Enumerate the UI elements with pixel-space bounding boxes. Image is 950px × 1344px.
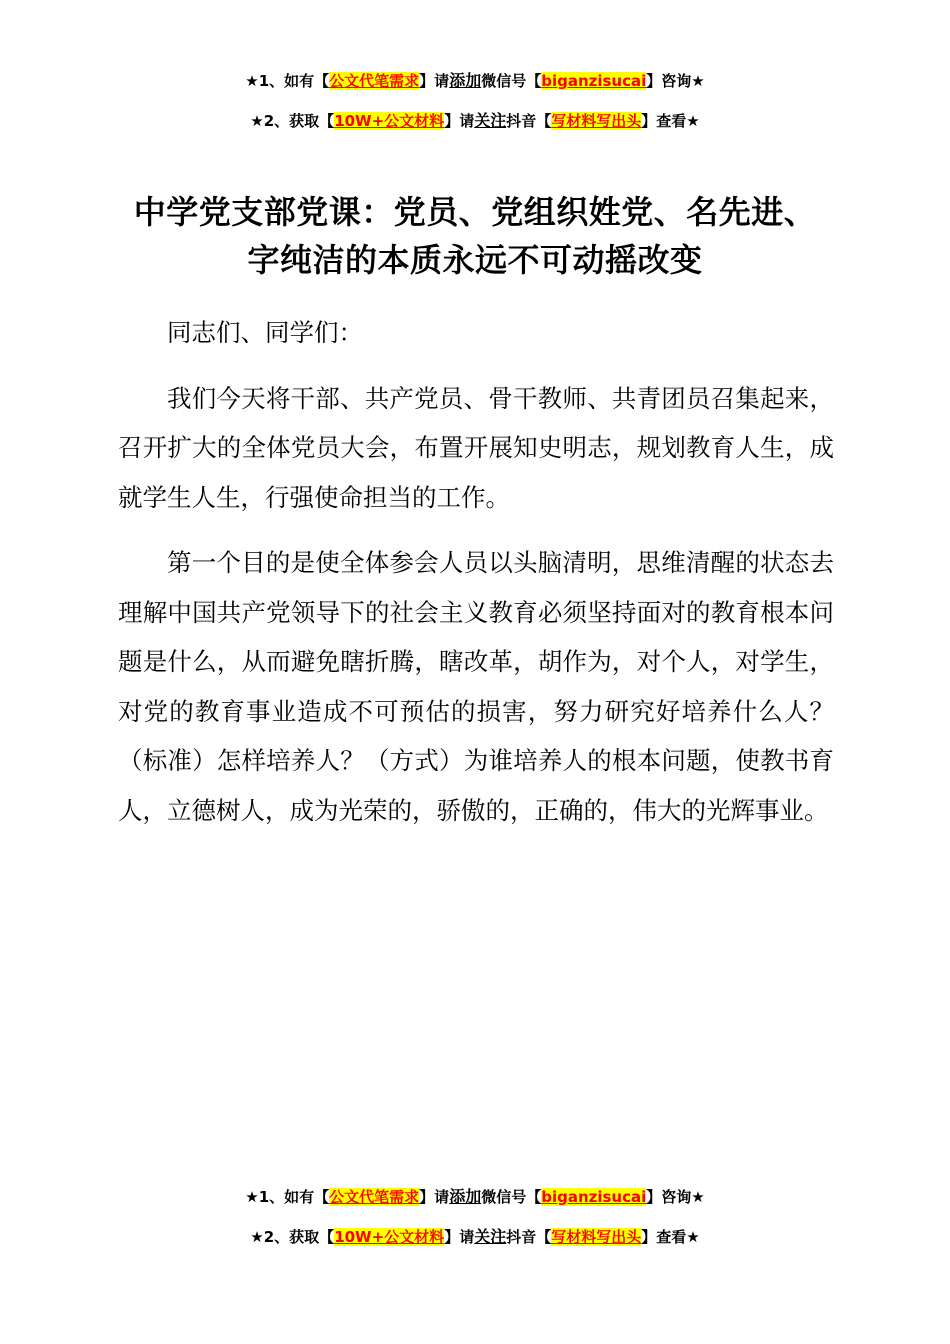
document-title [100,188,850,284]
header-promo-line-1 [0,70,950,92]
promo-text: 】查看★ [641,112,700,130]
title-line-2: 字纯洁的本质永远不可动摇改变 [247,241,703,279]
promo-text: 】请 [419,1188,450,1206]
promo-text: 】咨询★ [646,72,705,90]
promo-highlight: 公文代笔需求 [329,1188,420,1206]
promo-text: 】请 [444,112,475,130]
promo-text: ★1、如有【 [245,72,330,90]
promo-text: 微信号【 [481,72,542,90]
footer-promo-line-1 [0,1186,950,1208]
salutation: 同志们、同学们： [167,318,363,347]
promo-text: ★1、如有【 [245,1188,330,1206]
promo-text: 抖音【 [506,1228,552,1246]
promo-text: 微信号【 [481,1188,542,1206]
promo-text: ★2、获取【 [250,1228,335,1246]
title-line-1: 中学党支部党课：党员、党组织姓党、名先进、 [133,193,817,231]
promo-highlight: 10W+公文材料 [334,1228,445,1246]
promo-highlight: 10W+公文材料 [334,112,445,130]
footer-promo-line-2 [0,1226,950,1248]
paragraph-1: 我们今天将干部、共产党员、骨干教师、共青团员召集起来，召开扩大的全体党员大会，布置开展知史明志，规划教育人生，成就学生人生，行强使命担当的工作。 [118,383,834,512]
promo-wechat-id: biganzisucai [541,72,647,90]
paragraph-2: 第一个目的是使全体参会人员以头脑清明，思维清醒的状态去理解中国共产党领导下的社会主义教育必须坚持面对的教育根本问题是什么，从而避免瞎折腾，瞎改革，胡作为，对个人，对学生，对党的教育事业造成不可预估的损害，努力研究好培养什么人？（标准）怎样培养人？（方式）为谁培养人的根本问题，使教书育人，立德树人，成为光荣的，骄傲的，正确的，伟大的光辉事业。 [118,548,834,825]
promo-text: 抖音【 [506,112,552,130]
promo-emphasis: 添加 [449,71,482,90]
promo-emphasis: 添加 [449,1187,482,1206]
promo-text: 】咨询★ [646,1188,705,1206]
promo-text: 】请 [419,72,450,90]
header-promo-line-2 [0,110,950,132]
promo-text: ★2、获取【 [250,112,335,130]
promo-douyin-id: 写材料写出头 [551,1228,642,1246]
promo-douyin-id: 写材料写出头 [551,112,642,130]
promo-highlight: 公文代笔需求 [329,72,420,90]
promo-emphasis: 关注 [474,1227,507,1246]
promo-wechat-id: biganzisucai [541,1188,647,1206]
promo-emphasis: 关注 [474,111,507,130]
promo-text: 】查看★ [641,1228,700,1246]
document-body [118,308,834,835]
promo-text: 】请 [444,1228,475,1246]
